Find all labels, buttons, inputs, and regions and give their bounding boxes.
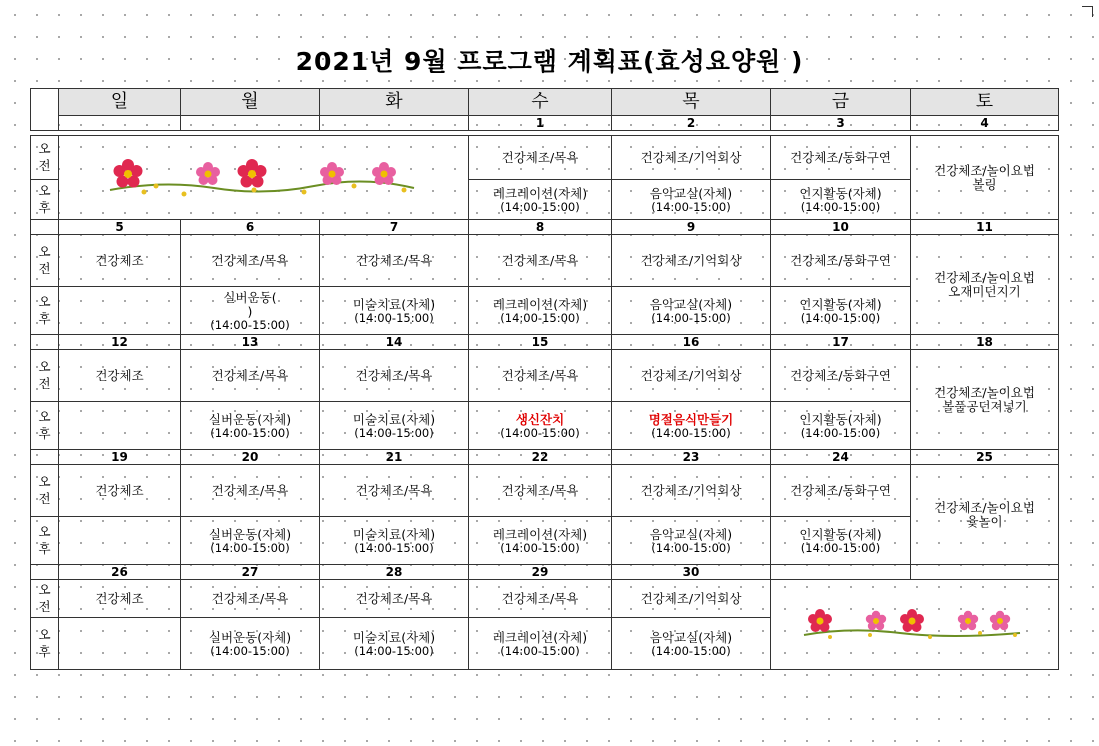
pm-program: 실버운동(자체) (14:00-15:00) xyxy=(181,517,320,565)
am-label: 오 전 xyxy=(31,465,59,517)
date-cell-sunday: 19 xyxy=(59,450,181,465)
date-cell: 28 xyxy=(320,565,469,580)
saturday-program: 건강체조/놀이요법 볼링 xyxy=(911,136,1059,220)
pm-program: 실버운동( ) (14:00-15:00) xyxy=(181,287,320,335)
pm-label: 오 후 xyxy=(31,287,59,335)
am-program: 건강체조/목욕 xyxy=(320,235,469,287)
date-cell-saturday: 25 xyxy=(911,450,1059,465)
date-cell: 17 xyxy=(771,335,911,350)
date-cell-saturday: 4 xyxy=(911,116,1059,131)
pm-program: 실버운동(자체) (14:00-15:00) xyxy=(181,402,320,450)
day-header-mon: 월 xyxy=(181,89,320,116)
am-program: 건강체조/목욕 xyxy=(320,465,469,517)
am-program: 건강체조/기억회상 xyxy=(612,465,771,517)
pm-program: 미술치료(자체) (14:00-15:00) xyxy=(320,618,469,670)
date-cell: 27 xyxy=(181,565,320,580)
pm-label: 오 후 xyxy=(31,517,59,565)
pm-program: 레크레이션(자체) (14:00-15:00) xyxy=(469,287,612,335)
pm-program: 레크레이션(자체) (14:00-15:00) xyxy=(469,517,612,565)
flower-decoration xyxy=(771,580,1059,670)
day-header-sun: 일 xyxy=(59,89,181,116)
am-program: 건강체조/동화구연 xyxy=(771,465,911,517)
am-program: 건강체조 xyxy=(59,235,181,287)
day-header-fri: 금 xyxy=(771,89,911,116)
date-cell: 14 xyxy=(320,335,469,350)
week-gap-label xyxy=(31,335,59,350)
am-program: 건강체조 xyxy=(59,465,181,517)
date-cell xyxy=(181,116,320,131)
date-cell xyxy=(59,116,181,131)
date-cell: 10 xyxy=(771,220,911,235)
pm-label: 오 후 xyxy=(31,402,59,450)
week-gap-label xyxy=(31,565,59,580)
am-label: 오 전 xyxy=(31,136,59,180)
am-program: 건강체조/동화구연 xyxy=(771,350,911,402)
date-cell: 8 xyxy=(469,220,612,235)
am-program: 건강체조 xyxy=(59,580,181,618)
am-program: 건강체조/기억회상 xyxy=(612,136,771,180)
am-program: 건강체조/기억회상 xyxy=(612,350,771,402)
date-cell: 29 xyxy=(469,565,612,580)
am-program: 건강체조/목욕 xyxy=(469,465,612,517)
page-title: 2021년 9월 프로그램 계획표(효성요양원 ) xyxy=(295,47,804,76)
date-cell: 13 xyxy=(181,335,320,350)
date-cell-sunday: 26 xyxy=(59,565,181,580)
am-label: 오 전 xyxy=(31,350,59,402)
am-program: 건강체조/동화구연 xyxy=(771,235,911,287)
saturday-program: 건강체조/놀이요법 윷놀이 xyxy=(911,465,1059,565)
pm-program: 음악교실(자체) (14:00-15:00) xyxy=(612,517,771,565)
date-cell-sunday: 5 xyxy=(59,220,181,235)
week-gap-label xyxy=(31,450,59,465)
date-cell xyxy=(911,565,1059,580)
date-cell-holiday: 20 xyxy=(181,450,320,465)
date-cell: 16 xyxy=(612,335,771,350)
pm-program: 인지활동(자체) (14:00-15:00) xyxy=(771,402,911,450)
am-program: 건강체조/목욕 xyxy=(320,350,469,402)
pm-program xyxy=(59,618,181,670)
pm-program: 미술치료(자체) (14:00-15:00) xyxy=(320,517,469,565)
pm-program: 음악교실(자체) (14:00-15:00) xyxy=(612,180,771,220)
am-program: 건강체조/목욕 xyxy=(320,580,469,618)
date-cell: 3 xyxy=(771,116,911,131)
day-header-wed: 수 xyxy=(469,89,612,116)
page-corner-mark xyxy=(1082,6,1093,17)
am-label: 오 전 xyxy=(31,235,59,287)
am-program: 건강체조/목욕 xyxy=(469,580,612,618)
date-cell: 7 xyxy=(320,220,469,235)
day-header-thu: 목 xyxy=(612,89,771,116)
pm-program: 인지활동(자체) (14:00-15:00) xyxy=(771,287,911,335)
date-cell: 2 xyxy=(612,116,771,131)
pm-program: 미술치료(자체) (14:00-15:00) xyxy=(320,402,469,450)
am-program: 건강체조/목욕 xyxy=(469,235,612,287)
date-cell: 1 xyxy=(469,116,612,131)
program-calendar xyxy=(30,88,1059,670)
date-cell: 24 xyxy=(771,450,911,465)
date-cell: 30 xyxy=(612,565,771,580)
date-cell: 9 xyxy=(612,220,771,235)
am-program: 건강체조 xyxy=(59,350,181,402)
date-cell: 15 xyxy=(469,335,612,350)
am-program: 건강체조/목욕 xyxy=(181,235,320,287)
day-header-sat: 토 xyxy=(911,89,1059,116)
date-cell-sunday: 12 xyxy=(59,335,181,350)
date-cell-saturday: 18 xyxy=(911,335,1059,350)
pm-program: 인지활동(자체) (14:00-15:00) xyxy=(771,180,911,220)
am-program: 건강체조/기억회상 xyxy=(612,235,771,287)
pm-label: 오 후 xyxy=(31,180,59,220)
pm-program xyxy=(59,517,181,565)
am-program: 건강체조/목욕 xyxy=(469,350,612,402)
am-label: 오 전 xyxy=(31,580,59,618)
am-program: 건강체조/목욕 xyxy=(469,136,612,180)
date-cell-saturday: 11 xyxy=(911,220,1059,235)
date-cell-holiday: 21 xyxy=(320,450,469,465)
am-program: 건강체조/동화구연 xyxy=(771,136,911,180)
corner-cell xyxy=(31,89,59,131)
flower-decoration xyxy=(59,136,469,220)
am-program: 건강체조/목욕 xyxy=(181,580,320,618)
pm-program: 미술치료(자체) (14:00-15:00) xyxy=(320,287,469,335)
am-program: 건강체조/목욕 xyxy=(181,350,320,402)
flower-garland-icon xyxy=(800,603,1030,647)
pm-program: 실버운동(자체) (14:00-15:00) xyxy=(181,618,320,670)
day-header-tue: 화 xyxy=(320,89,469,116)
pm-program-highlight: 명절음식만들기 (14:00-15:00) xyxy=(612,402,771,450)
date-cell: 6 xyxy=(181,220,320,235)
am-program: 건강체조/목욕 xyxy=(181,465,320,517)
date-cell xyxy=(320,116,469,131)
flower-garland-icon xyxy=(104,152,424,204)
date-cell: 23 xyxy=(612,450,771,465)
pm-program: 레크레이션(자체) (14:00-15:00) xyxy=(469,180,612,220)
date-cell xyxy=(771,565,911,580)
pm-program xyxy=(59,402,181,450)
saturday-program: 건강체조/놀이요법 볼풀공던져넣기 xyxy=(911,350,1059,450)
pm-program xyxy=(59,287,181,335)
pm-program-highlight: 생신잔치 (14:00-15:00) xyxy=(469,402,612,450)
am-program: 건강체조/기억회상 xyxy=(612,580,771,618)
pm-label: 오 후 xyxy=(31,618,59,670)
pm-program: 음악교실(자체) (14:00-15:00) xyxy=(612,287,771,335)
saturday-program: 건강체조/놀이요법 오재미던지기 xyxy=(911,235,1059,335)
pm-program: 레크레이션(자체) (14:00-15:00) xyxy=(469,618,612,670)
pm-program: 인지활동(자체) (14:00-15:00) xyxy=(771,517,911,565)
pm-program: 음악교실(자체) (14:00-15:00) xyxy=(612,618,771,670)
week-gap-label xyxy=(31,220,59,235)
date-cell-holiday: 22 xyxy=(469,450,612,465)
